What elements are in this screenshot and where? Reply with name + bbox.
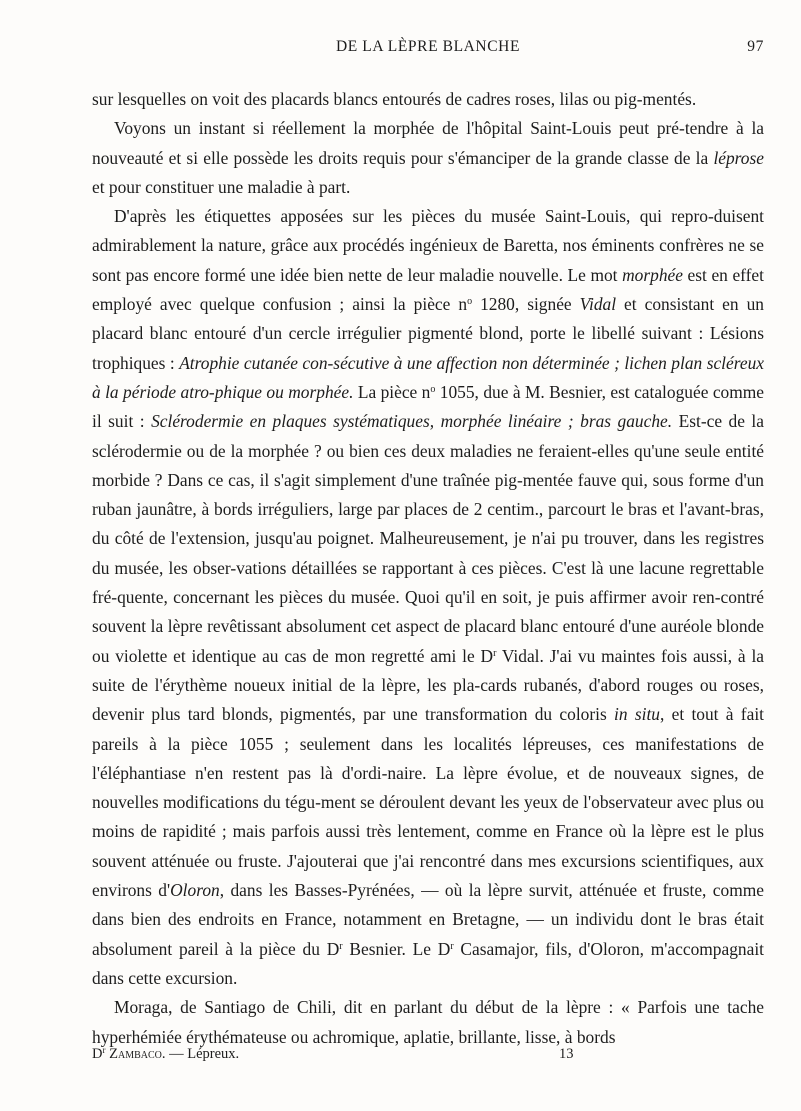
text-run: et pour constituer une maladie à part. — [92, 176, 351, 197]
italic-text: Vidal — [579, 294, 617, 315]
text-run: Est-ce de la sclérodermie ou de la morphée ? ou bien ces deux maladies ne feraient-elles qu'une seule entité morbide ? Dans ce cas, il s'agit simplement d'une traînée pig-mentée fauve qui, sous forme d'un ruban jaunâtre, à bords irréguliers, large par places de 2 centim., parcourt le bras et l'avant-bras, du côté de l'extension, jusqu'au poignet. Malheureusement, je n'ai pu trouver, dans les registres du musée, les obser-vations détaillées se rapportant à ces pièces. C'est là une lacune regrettable fré-quente, concernant les pièces du musée. Quoi qu'il en soit, je puis affirmer avoir ren-contré souvent la lèpre revêtissant absolument cet aspect de placard blanc entouré d'une auréole blonde ou violette et identique au cas de mon regretté ami le D — [92, 411, 764, 666]
running-head — [92, 38, 764, 64]
paragraph — [92, 202, 764, 993]
paragraph — [92, 85, 764, 114]
book-page — [92, 38, 764, 1052]
text-run: Voyons un instant si réellement la morphée de l'hôpital Saint-Louis peut pré-tendre à la nouveauté et si elle possède les droits requis pour s'émanciper de la grande classe de la — [92, 118, 764, 168]
text-run: est en effet employé avec quelque confusion ; ainsi la pièce n — [92, 264, 764, 315]
paragraph — [92, 114, 764, 202]
text-run: , et tout à fait pareils à la pièce 1055 ; seulement dans les localités lépreuses, ces manifestations de l'éléphantiase n'en restent pas là d'ordi-naire. La lèpre évolue, et de nouveaux signes, de nouvelles modifications du tégu-ment se déroulent devant les yeux de l'observateur avec plus ou moins de rapidité ; mais parfois aussi très lentement, comme en France où la lèpre est le plus souvent atténuée ou fruste. J'ajouterai que j'ai rencontré dans mes excursions scientifiques, aux environs d' — [92, 704, 764, 901]
italic-text: léprose — [713, 147, 764, 168]
text-run: sur lesquelles on voit des placards blancs entourés de cadres roses, lilas ou pig-mentés. — [92, 89, 697, 109]
text-run: D'après les étiquettes apposées sur les pièces du musée Saint-Louis, qui repro-duisent admirablement la nature, grâce aux procédés ingénieux de Baretta, nos éminents confrères ne se sont pas encore formé une idée bien nette de leur maladie nouvelle. Le mot — [92, 206, 764, 285]
paragraph — [92, 993, 764, 1052]
text-run: et consistant en un placard blanc entouré d'un cercle irrégulier pigmenté blond, porte le libellé suivant : Lésions trophiques : — [92, 294, 764, 373]
text-run: Vidal. J'ai vu maintes fois aussi, à la suite de l'érythème noueux initial de la lèpre, les pla-cards rubanés, d'abord rouges ou roses, devenir plus tard blonds, pigmentés, par une transformation du coloris — [92, 645, 764, 725]
text-run: Besnier. Le D — [342, 938, 451, 959]
text-run: La pièce n — [353, 381, 431, 402]
text-run: Moraga, de Santiago de Chili, dit en parlant du début de la lèpre : « Parfois une tache hyperhémiée érythémateuse ou achromique, aplatie, brillante, lisse, à bords — [92, 997, 764, 1047]
superscript: o — [467, 296, 473, 308]
text-run: Casamajor, fils, d'Oloron, m'accompagnait dans cette excursion. — [92, 938, 764, 988]
body-text — [92, 85, 764, 1052]
text-run: 1055, due à M. Besnier, est cataloguée comme il suit : — [92, 381, 765, 432]
italic-text: morphée — [622, 264, 683, 285]
superscript: r — [450, 940, 454, 952]
superscript: r — [339, 940, 343, 952]
text-run: 1280, signée — [472, 294, 580, 315]
italic-text: Atrophie cutanée con-sécutive à une affection non déterminée ; lichen plan scléreux à la période atro-phique ou morphée. — [92, 352, 764, 402]
italic-text: Oloron — [170, 880, 220, 901]
text-run: , dans les Basses-Pyrénées, — où la lèpre survit, atténuée et fruste, comme dans bien des endroits en France, notamment en Bretagne, — un individu dont le bras était absolument pareil à la pièce du D — [92, 880, 764, 959]
italic-text: Sclérodermie en plaques systématiques, morphée linéaire ; bras gauche. — [151, 411, 673, 432]
superscript: o — [430, 383, 436, 395]
italic-text: in situ — [614, 704, 660, 725]
page-footer — [92, 1046, 764, 1063]
footer-author: $D^r$ Zambaco. — Lépreux. — [92, 1045, 240, 1062]
superscript: r — [493, 647, 497, 659]
signature-number: 13 — [559, 1046, 574, 1062]
page-number: 97 — [747, 38, 764, 55]
running-title: DE LA LÈPRE BLANCHE — [335, 38, 521, 55]
